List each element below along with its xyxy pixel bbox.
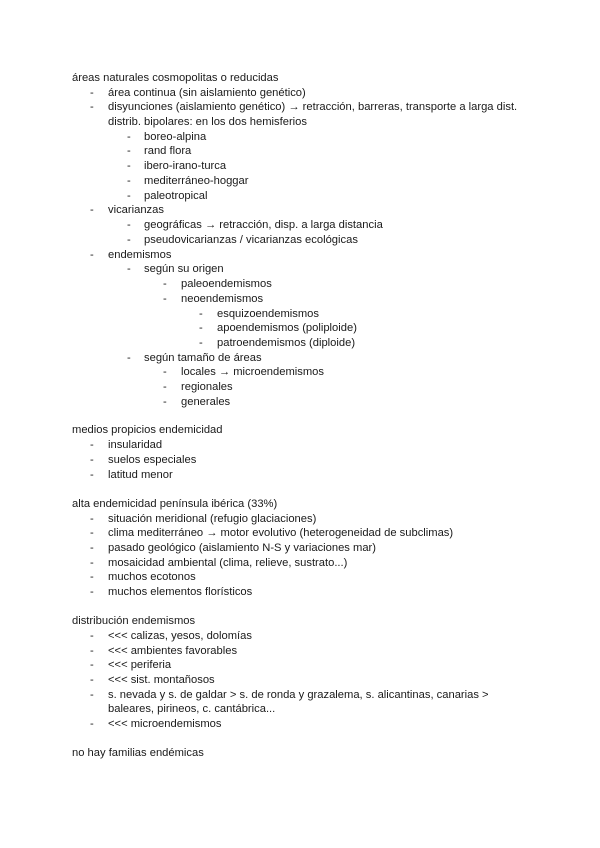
list-item: esquizoendemismos xyxy=(217,308,319,320)
list-item: neoendemismos xyxy=(181,293,264,305)
bullet-dash: - xyxy=(90,513,94,525)
list-item: suelos especiales xyxy=(108,454,197,466)
bullet-dash: - xyxy=(127,234,131,246)
list-item: muchos ecotonos xyxy=(108,571,196,583)
list-item: boreo-alpina xyxy=(144,131,207,143)
list-item: según su origen xyxy=(144,263,224,275)
bullet-dash: - xyxy=(127,263,131,275)
bullet-dash: - xyxy=(163,396,167,408)
bullet-dash: - xyxy=(90,557,94,569)
bullet-dash: - xyxy=(90,586,94,598)
list-item: paleotropical xyxy=(144,190,208,202)
bullet-dash: - xyxy=(163,381,167,393)
list-item: patroendemismos (diploide) xyxy=(217,337,356,349)
list-item-continuation: baleares, pirineos, c. cantábrica... xyxy=(108,703,276,715)
bullet-dash: - xyxy=(90,674,94,686)
list-item: muchos elementos florísticos xyxy=(108,586,253,598)
bullet-dash: - xyxy=(127,160,131,172)
list-item: apoendemismos (poliploide) xyxy=(217,322,357,334)
section-heading: medios propicios endemicidad xyxy=(72,424,223,436)
list-item: endemismos xyxy=(108,249,172,261)
list-item: <<< ambientes favorables xyxy=(108,645,238,657)
bullet-dash: - xyxy=(127,131,131,143)
list-item: insularidad xyxy=(108,439,163,451)
bullet-dash: - xyxy=(90,439,94,451)
bullet-dash: - xyxy=(90,87,94,99)
bullet-dash: - xyxy=(127,145,131,157)
bullet-dash: - xyxy=(199,322,203,334)
bullet-dash: - xyxy=(90,571,94,583)
section-heading: distribución endemismos xyxy=(72,615,196,627)
list-item: vicarianzas xyxy=(108,204,164,216)
list-item: disyunciones (aislamiento genético) → retracción, barreras, transporte a larga dist. xyxy=(108,101,518,113)
list-item: s. nevada y s. de galdar > s. de ronda y grazalema, s. alicantinas, canarias > xyxy=(108,689,489,701)
bullet-dash: - xyxy=(127,352,131,364)
list-item: <<< calizas, yesos, dolomías xyxy=(108,630,252,642)
bullet-dash: - xyxy=(163,293,167,305)
list-item: según tamaño de áreas xyxy=(144,352,262,364)
bullet-dash: - xyxy=(90,204,94,216)
list-item: <<< sist. montañosos xyxy=(108,674,215,686)
bullet-dash: - xyxy=(163,278,167,290)
section-heading: áreas naturales cosmopolitas o reducidas xyxy=(72,72,279,84)
bullet-dash: - xyxy=(90,454,94,466)
list-item: generales xyxy=(181,396,231,408)
bullet-dash: - xyxy=(90,542,94,554)
section-heading: alta endemicidad península ibérica (33%) xyxy=(72,498,278,510)
bullet-dash: - xyxy=(90,718,94,730)
list-item: pasado geológico (aislamiento N-S y variaciones mar) xyxy=(108,542,377,554)
bullet-dash: - xyxy=(90,469,94,481)
bullet-dash: - xyxy=(127,175,131,187)
bullet-dash: - xyxy=(90,527,94,539)
bullet-dash: - xyxy=(127,190,131,202)
bullet-dash: - xyxy=(90,101,94,113)
list-item: <<< periferia xyxy=(108,659,172,671)
bullet-dash: - xyxy=(90,689,94,701)
list-item: pseudovicarianzas / vicarianzas ecológicas xyxy=(144,234,358,246)
bullet-dash: - xyxy=(90,249,94,261)
list-item: mediterráneo-hoggar xyxy=(144,175,249,187)
list-item: paleoendemismos xyxy=(181,278,272,290)
list-item: mosaicidad ambiental (clima, relieve, sustrato...) xyxy=(108,557,348,569)
list-item: regionales xyxy=(181,381,233,393)
bullet-dash: - xyxy=(199,308,203,320)
list-item: situación meridional (refugio glaciaciones) xyxy=(108,513,317,525)
section-heading: no hay familias endémicas xyxy=(72,747,204,759)
list-item: ibero-irano-turca xyxy=(144,160,227,172)
list-item: área continua (sin aislamiento genético) xyxy=(108,87,306,99)
bullet-dash: - xyxy=(199,337,203,349)
list-item: clima mediterráneo → motor evolutivo (heterogeneidad de subclimas) xyxy=(108,527,454,539)
list-item: latitud menor xyxy=(108,469,173,481)
list-item-continuation: distrib. bipolares: en los dos hemisferios xyxy=(108,116,307,128)
bullet-dash: - xyxy=(90,659,94,671)
list-item: <<< microendemismos xyxy=(108,718,222,730)
list-item: locales → microendemismos xyxy=(181,366,324,378)
bullet-dash: - xyxy=(90,645,94,657)
list-item: geográficas → retracción, disp. a larga distancia xyxy=(144,219,383,231)
bullet-dash: - xyxy=(163,366,167,378)
list-item: rand flora xyxy=(144,145,192,157)
bullet-dash: - xyxy=(90,630,94,642)
bullet-dash: - xyxy=(127,219,131,231)
